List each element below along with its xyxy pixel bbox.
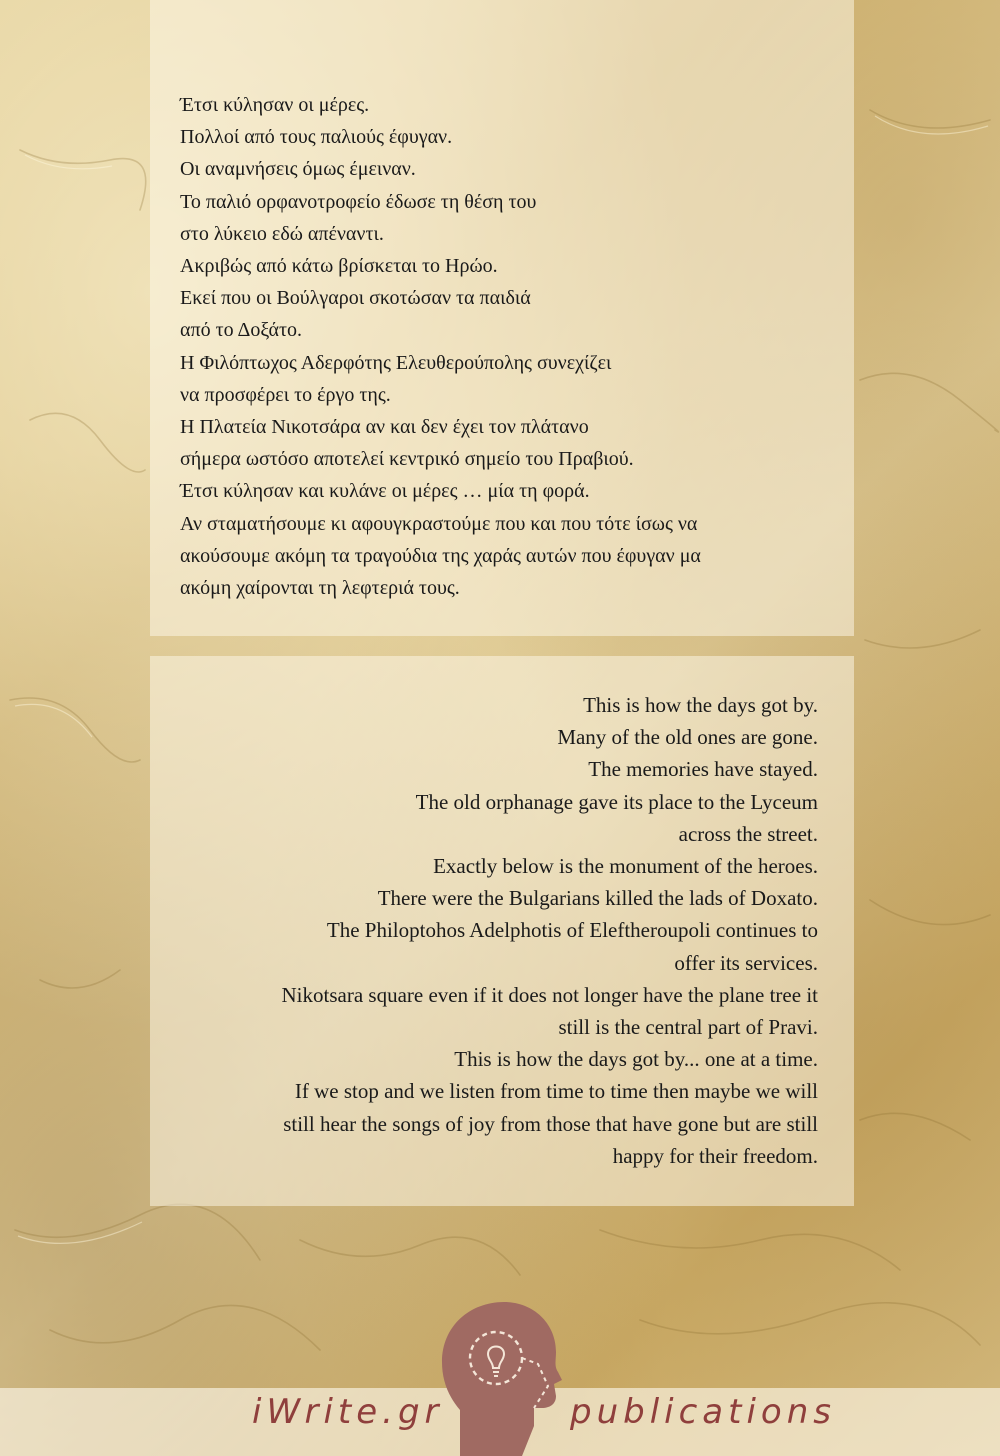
greek-line: από το Δοξάτο.: [180, 319, 303, 342]
greek-line: ακούσουμε ακόμη τα τραγούδια της χαράς αυτών που έφυγαν μα: [180, 544, 701, 567]
english-line: This is how the days got by.: [583, 693, 818, 717]
english-line: Many of the old ones are gone.: [557, 725, 818, 750]
greek-line: σήμερα ωστόσο αποτελεί κεντρικό σημείο του Πραβιού.: [180, 448, 634, 471]
english-line: still hear the songs of joy from those that have gone but are still: [283, 1111, 818, 1136]
greek-line: στο λύκειο εδώ απέναντι.: [180, 222, 384, 245]
english-line: offer its services.: [674, 950, 818, 975]
english-line: The memories have stayed.: [588, 757, 818, 782]
english-line: happy for their freedom.: [612, 1143, 818, 1168]
english-line: The old orphanage gave its place to the Lyceum: [415, 789, 818, 814]
english-text-block: [150, 689, 818, 1172]
greek-line: Η Φιλόπτωχος Αδερφότης Ελευθερούπολης συνεχίζει: [180, 351, 612, 374]
greek-line: Εκεί που οι Βούλγαροι σκοτώσαν τα παιδιά: [180, 287, 531, 310]
greek-line: Ακριβώς από κάτω βρίσκεται το Ηρώο.: [180, 255, 498, 278]
greek-line: Έτσι κύλησαν και κυλάνε οι μέρες … μία τη φορά.: [180, 480, 590, 503]
english-line: This is how the days got by... one at a time.: [454, 1047, 818, 1072]
greek-line: Οι αναμνήσεις όμως έμειναν.: [180, 158, 416, 181]
english-line: across the street.: [678, 821, 818, 846]
brand-name: iWrite.gr: [252, 1392, 444, 1432]
english-line: Nikotsara square even if it does not longer have the plane tree it: [281, 982, 818, 1007]
english-line: Exactly below is the monument of the heroes.: [433, 854, 818, 879]
english-line: The Philoptohos Adelphotis of Eleftheroupoli continues to: [326, 918, 818, 943]
greek-line: Αν σταματήσουμε κι αφουγκραστούμε που και που τότε ίσως να: [180, 512, 698, 535]
greek-line: Η Πλατεία Νικοτσάρα αν και δεν έχει τον πλάτανο: [180, 416, 589, 439]
english-line: still is the central part of Pravi.: [558, 1015, 818, 1040]
greek-line: Το παλιό ορφανοτροφείο έδωσε τη θέση του: [180, 190, 537, 213]
english-line: If we stop and we listen from time to time then maybe we will: [294, 1079, 818, 1104]
greek-line: να προσφέρει το έργο της.: [180, 383, 391, 406]
english-line: There were the Bulgarians killed the lads of Doxato.: [377, 886, 818, 911]
greek-text-block: [180, 89, 830, 604]
head-lightbulb-icon: [438, 1300, 562, 1456]
brand-tagline: publications: [570, 1392, 836, 1432]
greek-line: Έτσι κύλησαν οι μέρες.: [180, 94, 370, 116]
greek-line: Πολλοί από τους παλιούς έφυγαν.: [180, 126, 453, 149]
greek-line: ακόμη χαίρονται τη λεφτεριά τους.: [180, 577, 460, 600]
